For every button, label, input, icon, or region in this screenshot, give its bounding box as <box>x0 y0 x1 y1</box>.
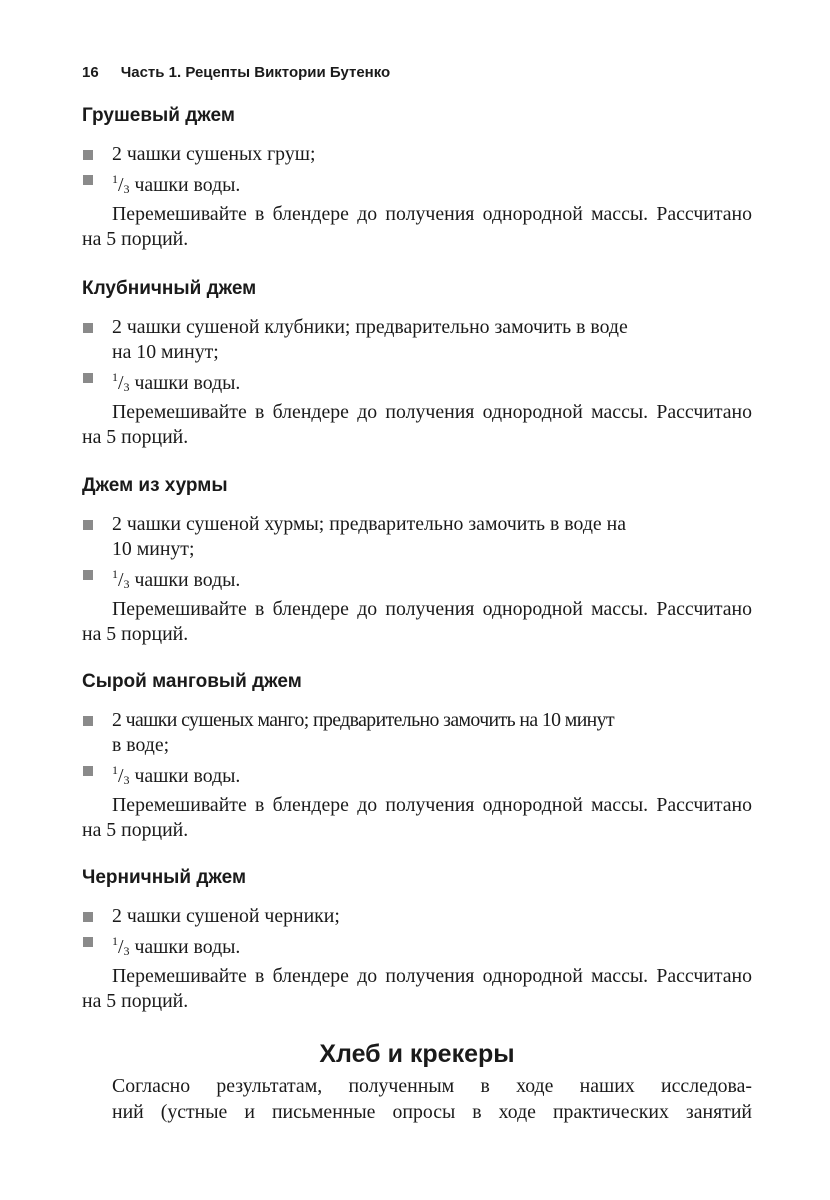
ingredient-text: чашки воды. <box>129 765 241 787</box>
ingredient-text: чашки воды. <box>129 569 241 591</box>
fraction-slash: / <box>118 936 124 958</box>
recipe-strawberry-jam <box>82 277 752 450</box>
ingredient-text: чашки воды. <box>129 372 241 394</box>
fraction-denominator: 3 <box>123 944 130 958</box>
square-bullet-icon <box>83 912 93 922</box>
ingredient-text-line: на 10 минут; <box>112 341 219 363</box>
fraction-numerator: 1 <box>112 763 118 777</box>
fraction-numerator: 1 <box>112 567 118 581</box>
square-bullet-icon <box>83 150 93 160</box>
fraction-slash: / <box>118 569 124 591</box>
fraction-numerator: 1 <box>112 370 118 384</box>
section-heading: Хлеб и крекеры <box>319 1040 515 1068</box>
square-bullet-icon <box>83 937 93 947</box>
fraction-slash: / <box>118 765 124 787</box>
ingredient-item <box>82 929 752 964</box>
ingredient-item <box>82 512 752 562</box>
book-page <box>82 0 752 1200</box>
recipe-pear-jam <box>82 104 752 252</box>
ingredient-item <box>82 904 752 929</box>
ingredient-item <box>82 562 752 597</box>
paragraph-line: ний (устные и письменные опросы в ходе практических занятий <box>112 1101 752 1123</box>
ingredient-text-line: в воде; <box>112 734 170 756</box>
recipe-instruction: Перемешивайте в блендере до получения однородной массы. Рассчитано на 5 порций. <box>82 598 752 645</box>
running-head <box>82 62 390 84</box>
square-bullet-icon <box>83 570 93 580</box>
ingredient-item <box>82 365 752 400</box>
recipe-title: Джем из хурмы <box>82 475 228 496</box>
fraction-slash: / <box>118 372 124 394</box>
recipe-blueberry-jam <box>82 866 752 1014</box>
ingredient-text-line: 2 чашки сушеных манго; предварительно замочить на 10 минут <box>112 709 615 731</box>
recipe-instruction: Перемешивайте в блендере до получения однородной массы. Рассчитано на 5 порций. <box>82 965 752 1012</box>
ingredient-text: 2 чашки сушеной черники; <box>112 905 340 927</box>
square-bullet-icon <box>83 323 93 333</box>
fraction <box>112 174 130 196</box>
fraction <box>112 372 130 394</box>
recipe-title: Грушевый джем <box>82 105 235 126</box>
fraction-numerator: 1 <box>112 934 118 948</box>
recipe-instruction: Перемешивайте в блендере до получения однородной массы. Рассчитано на 5 порций. <box>82 203 752 250</box>
recipe-instruction: Перемешивайте в блендере до получения однородной массы. Рассчитано на 5 порций. <box>82 794 752 841</box>
ingredient-item <box>82 142 752 167</box>
fraction-slash: / <box>118 174 124 196</box>
ingredient-list <box>82 315 752 400</box>
ingredient-item <box>82 708 752 758</box>
ingredient-text: чашки воды. <box>129 174 241 196</box>
fraction-denominator: 3 <box>123 380 130 394</box>
fraction-numerator: 1 <box>112 172 118 186</box>
fraction <box>112 936 130 958</box>
ingredient-item <box>82 758 752 793</box>
square-bullet-icon <box>83 373 93 383</box>
recipe-title: Сырой манговый джем <box>82 671 302 692</box>
ingredient-list <box>82 904 752 964</box>
ingredient-list <box>82 512 752 597</box>
ingredient-text-line: 2 чашки сушеной хурмы; предварительно замочить в воде на <box>112 513 626 535</box>
recipe-persimmon-jam <box>82 474 752 647</box>
fraction <box>112 569 130 591</box>
section-intro-paragraph <box>82 1073 752 1125</box>
fraction-denominator: 3 <box>123 577 130 591</box>
square-bullet-icon <box>83 520 93 530</box>
recipe-title: Клубничный джем <box>82 278 257 299</box>
chapter-title: Часть 1. Рецепты Виктории Бутенко <box>120 64 391 81</box>
ingredient-item <box>82 167 752 202</box>
ingredient-text: 2 чашки сушеных груш; <box>112 143 316 165</box>
square-bullet-icon <box>83 766 93 776</box>
recipe-mango-jam <box>82 670 752 843</box>
recipe-title: Черничный джем <box>82 867 247 888</box>
fraction-denominator: 3 <box>123 773 130 787</box>
page-number: 16 <box>82 64 99 81</box>
recipe-instruction: Перемешивайте в блендере до получения однородной массы. Рассчитано на 5 порций. <box>82 401 752 448</box>
ingredient-list <box>82 708 752 793</box>
ingredient-text-line: 10 минут; <box>112 538 195 560</box>
ingredient-text: чашки воды. <box>129 936 241 958</box>
ingredient-item <box>82 315 752 365</box>
fraction <box>112 765 130 787</box>
square-bullet-icon <box>83 175 93 185</box>
ingredient-text-line: 2 чашки сушеной клубники; предварительно замочить в воде <box>112 316 628 338</box>
fraction-denominator: 3 <box>123 182 130 196</box>
square-bullet-icon <box>83 716 93 726</box>
paragraph-line: Согласно результатам, полученным в ходе наших исследова- <box>112 1075 752 1097</box>
ingredient-list <box>82 142 752 202</box>
